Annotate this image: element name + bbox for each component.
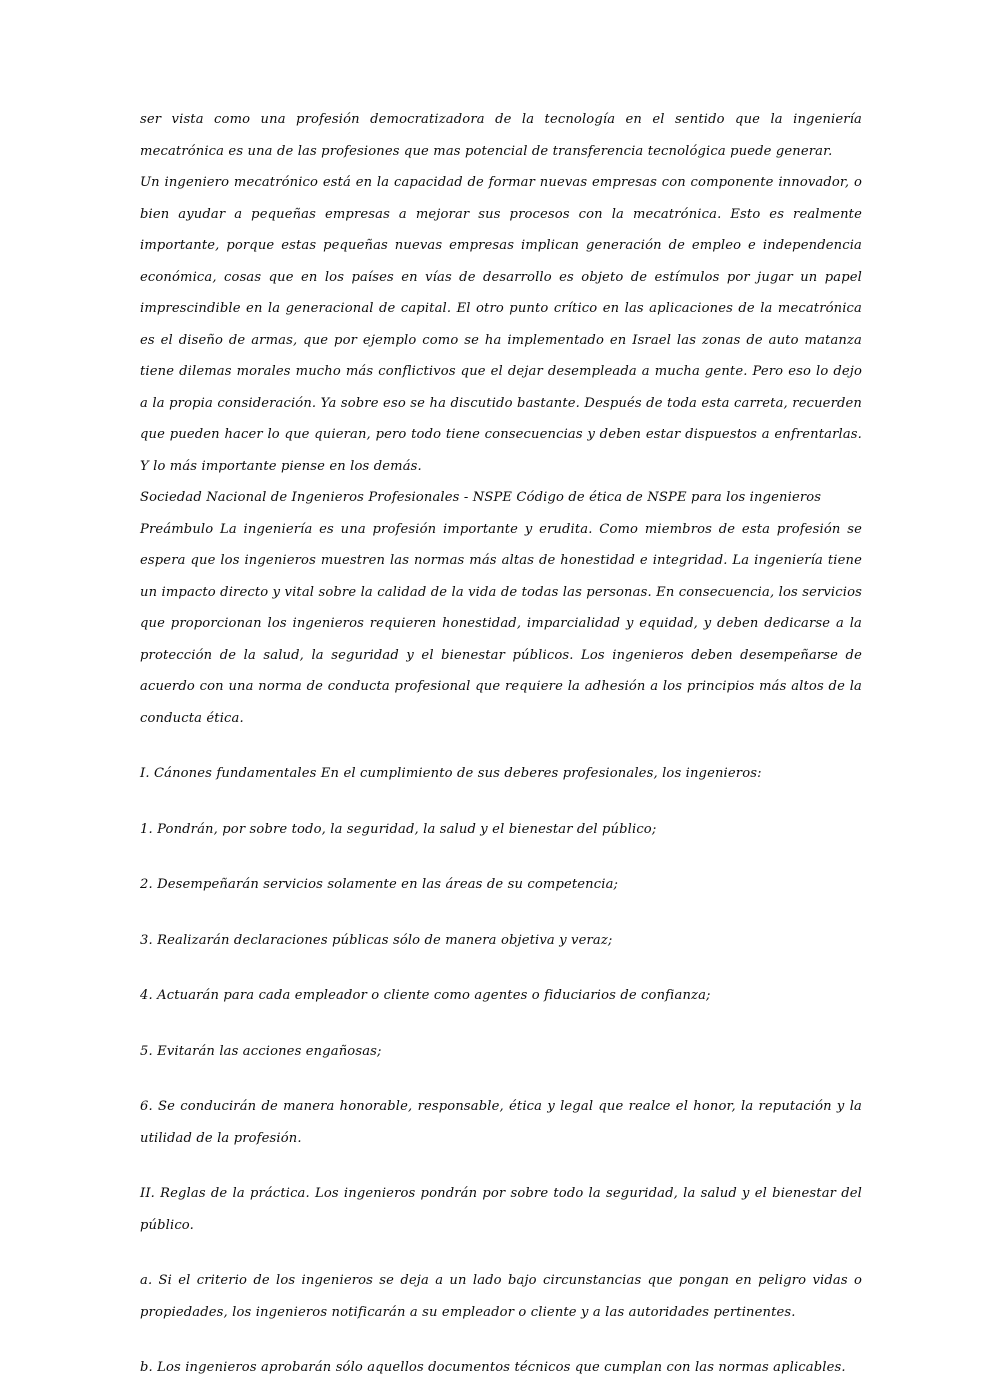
document-flowing-block bbox=[140, 104, 862, 734]
list-item-canon-4: 4. Actuarán para cada empleador o cliente como agentes o fiduciarios de confianza; bbox=[140, 988, 711, 1003]
document-text-body bbox=[140, 104, 862, 1384]
paragraph-preambulo: Preámbulo La ingeniería es una profesión importante y erudita. Como miembros de esta profesión se espera que los ingenieros muestren las normas más altas de honestidad e integridad. La ingeniería tiene un impacto directo y vital sobre la calidad de la vida de todas las personas. En consecuencia, los servicios que proporcionan los ingenieros requieren honestidad, imparcialidad y equidad, y deben dedicarse a la protección de la salud, la seguridad y el bienestar públicos. Los ingenieros deben desempeñarse de acuerdo con una norma de conducta profesional que requiere la adhesión a los principios más altos de la conducta ética. bbox=[140, 521, 862, 726]
list-item-canon-6: 6. Se conducirán de manera honorable, responsable, ética y legal que realce el honor, la reputación y la utilidad de la profesión. bbox=[140, 1099, 862, 1146]
list-item-regla-b: b. Los ingenieros aprobarán sólo aquellos documentos técnicos que cumplan con las normas aplicables. bbox=[140, 1360, 846, 1375]
paragraph-reglas-heading: II. Reglas de la práctica. Los ingenieros pondrán por sobre todo la seguridad, la salud y el bienestar del público. bbox=[140, 1186, 862, 1233]
paragraph-intro-continuation: ser vista como una profesión democratizadora de la tecnología en el sentido que la ingeniería mecatrónica es una de las profesiones que mas potencial de transferencia tecnológica puede generar. bbox=[140, 112, 862, 159]
list-item-canon-3: 3. Realizarán declaraciones públicas sólo de manera objetiva y veraz; bbox=[140, 932, 613, 948]
paragraph-nspe-heading: Sociedad Nacional de Ingenieros Profesionales - NSPE Código de ética de NSPE para los ingenieros bbox=[140, 490, 822, 505]
paragraph-engineer-capacity: Un ingeniero mecatrónico está en la capacidad de formar nuevas empresas con componente innovador, o bien ayudar a pequeñas empresas a mejorar sus procesos con la mecatrónica. Esto es realmente importante, porque estas pequeñas nuevas empresas implican generación de empleo e independencia económica, cosas que en los países en vías de desarrollo es objeto de estímulos por jugar un papel imprescindible en la generacional de capital. El otro punto crítico en las aplicaciones de la mecatrónica es el diseño de armas, que por ejemplo como se ha implementado en Israel las zonas de auto matanza tiene dilemas morales mucho más conflictivos que el dejar desempleada a mucha gente. Pero eso lo dejo a la propia consideración. Ya sobre eso se ha discutido bastante. Después de toda esta carreta, recuerden que pueden hacer lo que quieran, pero todo tiene consecuencias y deben estar dispuestos a enfrentarlas. Y lo más importante piense en los demás. bbox=[140, 175, 862, 474]
list-item-canon-1: 1. Pondrán, por sobre todo, la seguridad, la salud y el bienestar del público; bbox=[140, 821, 657, 837]
list-item-canon-5: 5. Evitarán las acciones engañosas; bbox=[140, 1043, 382, 1059]
list-item-regla-a: a. Si el criterio de los ingenieros se deja a un lado bajo circunstancias que pongan en peligro vidas o propiedades, los ingenieros notificarán a su empleador o cliente y a las autoridades pertinentes. bbox=[140, 1273, 862, 1320]
list-item-canon-2: 2. Desempeñarán servicios solamente en las áreas de su competencia; bbox=[140, 877, 619, 892]
paragraph-canones-heading: I. Cánones fundamentales En el cumplimiento de sus deberes profesionales, los ingenieros: bbox=[140, 766, 762, 781]
